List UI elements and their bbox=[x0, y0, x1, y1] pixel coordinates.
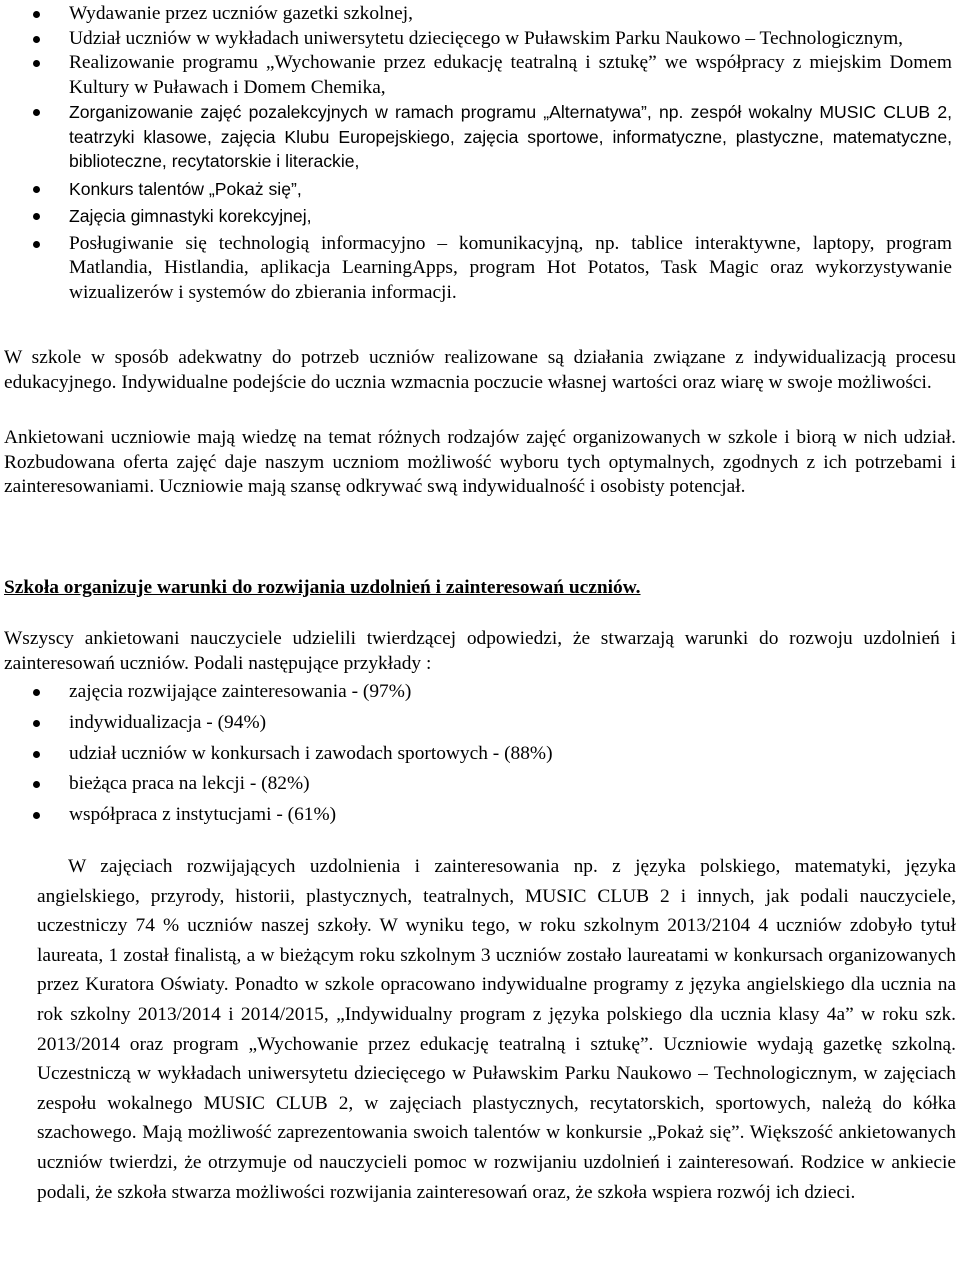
activities-list bbox=[0, 2, 956, 305]
list-item: bieżąca praca na lekcji - (82%) bbox=[0, 772, 956, 803]
list-item: współpraca z instytucjami - (61%) bbox=[0, 803, 956, 834]
examples-list bbox=[0, 680, 956, 834]
list-item: Posługiwanie się technologią informacyjno – komunikacyjną, np. tablice interaktywne, laptopy, program Matlandia, Histlandia, aplikacja LearningApps, program Hot Potatos, Task Magic oraz wykorzystywanie wizualizerów i systemów do zbierania informacji. bbox=[0, 232, 956, 306]
list-item: zajęcia rozwijające zainteresowania - (97%) bbox=[0, 680, 956, 711]
section-heading: Szkoła organizuje warunki do rozwijania uzdolnień i zainteresowań uczniów. bbox=[4, 577, 641, 598]
list-item: Wydawanie przez uczniów gazetki szkolnej, bbox=[0, 2, 956, 27]
paragraph-individualization: W szkole w sposób adekwatny do potrzeb uczniów realizowane są działania związane z indywidualizacją procesu edukacyjnego. Indywidualne podejście do ucznia wzmacnia poczucie własnej wartości oraz wiarę w swoje możliwości. bbox=[4, 347, 956, 393]
list-item: Konkurs talentów „Pokaż się”, bbox=[0, 177, 956, 202]
list-item: Zajęcia gimnastyki korekcyjnej, bbox=[0, 204, 956, 229]
list-item: indywidualizacja - (94%) bbox=[0, 711, 956, 742]
paragraph-teachers-survey: Wszyscy ankietowani nauczyciele udzielili twierdzącej odpowiedzi, że stwarzają warunki do rozwoju uzdolnień i zainteresowań uczniów. Podali następujące przykłady : bbox=[4, 628, 956, 674]
paragraph-students-survey: Ankietowani uczniowie mają wiedzę na temat różnych rodzajów zajęć organizowanych w szkole i biorą w nich udział. Rozbudowana oferta zajęć daje naszym uczniom możliwość wyboru tych optymalnych, zgodnych z ich potrzebami i zainteresowaniami. Uczniowie mają szansę odkrywać swą indywidualność i osobisty potencjał. bbox=[4, 427, 956, 497]
paragraph-results: W zajęciach rozwijających uzdolnienia i zainteresowania np. z języka polskiego, matematyki, języka angielskiego, przyrody, historii, plastycznych, teatralnych, MUSIC CLUB 2 i innych, jak podali nauczyciele, uczestniczy 74 % uczniów naszej szkoły. W wyniku tego, w roku szkolnym 2013/2104 4 uczniów zdobyło tytuł laureata, 1 został finalistą, a w bieżącym roku szkolnym 3 uczniów zostało laureatami w konkursach organizowanych przez Kuratora Oświaty. Ponadto w szkole opracowano indywidualne programy z języka angielskiego dla ucznia na rok szkolny 2013/2014 i 2014/2015, „Indywidualny program z języka polskiego dla ucznia klasy 4a” w roku szk. 2013/2014 oraz program „Wychowanie przez edukację teatralną i sztukę”. Uczniowie wydają gazetkę szkolną. Uczestniczą w wykładach uniwersytetu dziecięcego w Puławskim Parku Naukowo – Technologicznym, w zajęciach zespołu wokalnego MUSIC CLUB 2, w zajęciach plastycznych, recytatorskich, sportowych, należą do kółka szachowego. Mają możliwość zaprezentowania swoich talentów w konkursie „Pokaż się”. Większość ankietowanych uczniów twierdzi, że otrzymuje od nauczycieli pomoc w rozwijaniu uzdolnień i zainteresowań. Rodzice w ankiecie podali, że szkoła stwarza możliwości rozwijania zainteresowań oraz, że szkoła wspiera rozwój ich dzieci. bbox=[37, 856, 956, 1203]
list-item: Udział uczniów w wykładach uniwersytetu dziecięcego w Puławskim Parku Naukowo – Technologicznym, bbox=[0, 27, 956, 52]
list-item: Realizowanie programu „Wychowanie przez edukację teatralną i sztukę” we współpracy z miejskim Domem Kultury w Puławach i Domem Chemika, bbox=[0, 51, 956, 100]
list-item: Zorganizowanie zajęć pozalekcyjnych w ramach programu „Alternatywa”, np. zespół wokalny MUSIC CLUB 2, teatrzyki klasowe, zajęcia Klubu Europejskiego, zajęcia sportowe, informatyczne, plastyczne, matematyczne, biblioteczne, recytatorskie i literackie, bbox=[0, 100, 956, 174]
list-item: udział uczniów w konkursach i zawodach sportowych - (88%) bbox=[0, 742, 956, 773]
